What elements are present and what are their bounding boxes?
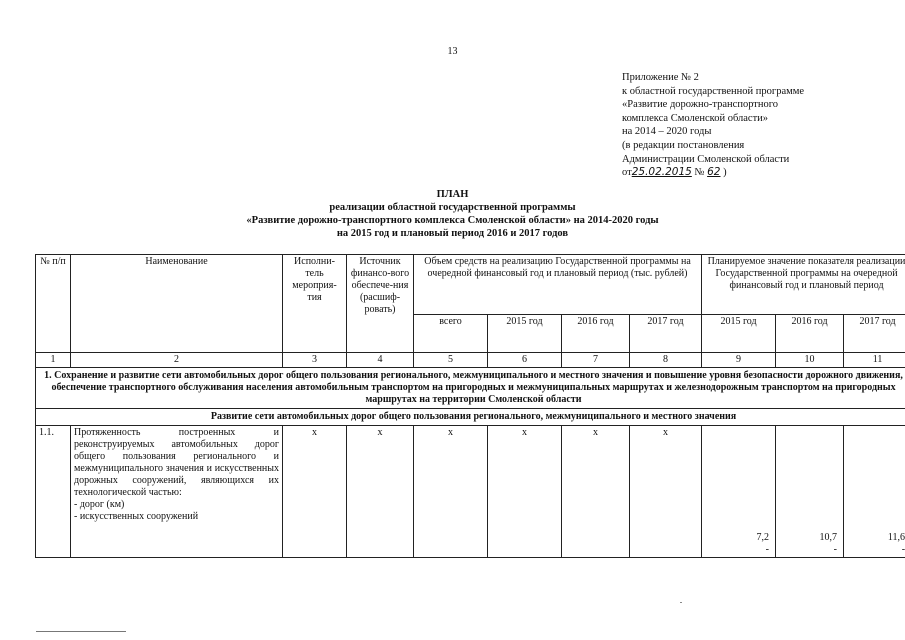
plan-title-line3: «Развитие дорожно-транспортного комплекса Смоленской области» на 2014-2020 годы	[246, 215, 659, 226]
header-name: Наименование	[71, 255, 283, 353]
appendix-line: на 2014 – 2020 годы	[622, 126, 712, 138]
row-planned-2015	[702, 426, 776, 558]
row-name	[71, 426, 283, 558]
planned-2017-structures: -	[901, 544, 905, 555]
planned-2017-roads: 11,6	[887, 532, 905, 543]
row-funding-2016: х	[562, 426, 630, 558]
row-source: х	[347, 426, 414, 558]
row-funding-2015: х	[488, 426, 562, 558]
column-number: 5	[414, 353, 488, 368]
column-number: 1	[36, 353, 71, 368]
planned-2016-structures: -	[833, 544, 838, 555]
plan-title-line4: на 2015 год и плановый период 2016 и 2017 годов	[336, 228, 569, 239]
row-planned-2016	[776, 426, 844, 558]
header-planned-2017: 2017 год	[844, 315, 905, 353]
header-total: всего	[414, 315, 488, 353]
row-planned-2017	[844, 426, 905, 558]
appendix-line: Приложение № 2	[622, 72, 699, 83]
plan-table	[35, 254, 905, 558]
column-number: 2	[71, 353, 283, 368]
column-number: 8	[630, 353, 702, 368]
subsection-row	[36, 409, 905, 426]
appendix-block	[622, 71, 804, 180]
column-number: 9	[702, 353, 776, 368]
appendix-line: комплекса Смоленской области»	[622, 112, 769, 124]
planned-2016-roads: 10,7	[819, 532, 838, 543]
header-planned-2015: 2015 год	[702, 315, 776, 353]
header-executor: Исполни-тель мероприя-тия	[283, 255, 347, 353]
planned-2015-structures: -	[765, 544, 770, 555]
column-number: 4	[347, 353, 414, 368]
handwritten-date: 25.02.2015	[631, 166, 692, 179]
table-row	[36, 426, 905, 558]
header-funding-2015: 2015 год	[488, 315, 562, 353]
row-funding-2017: х	[630, 426, 702, 558]
row-num: 1.1.	[36, 426, 71, 558]
scan-speck	[680, 602, 682, 603]
plan-title	[0, 188, 905, 240]
header-planned-2016: 2016 год	[776, 315, 844, 353]
section-row	[36, 368, 905, 409]
header-planned-values: Планируемое значение показателя реализации Государственной программы на очередной финансовый год и плановый период	[702, 255, 905, 315]
subsection-title: Развитие сети автомобильных дорог общего пользования регионального, межмуниципального и местного значения	[36, 409, 905, 426]
column-number-row	[36, 353, 905, 368]
column-number: 7	[562, 353, 630, 368]
number-prefix: №	[694, 167, 705, 179]
header-funding-2016: 2016 год	[562, 315, 630, 353]
appendix-line: к областной государственной программе	[622, 85, 805, 97]
planned-2015-roads: 7,2	[756, 532, 770, 543]
appendix-line: (в редакции постановления	[622, 139, 745, 151]
column-number: 3	[283, 353, 347, 368]
date-prefix: от	[622, 167, 632, 179]
plan-title-line2: реализации областной государственной программы	[329, 202, 576, 213]
header-num: № п/п	[36, 255, 71, 353]
appendix-line: «Развитие дорожно-транспортного	[622, 99, 779, 111]
row-sub-roads: - дорог (км)	[74, 499, 125, 510]
header-funding-2017: 2017 год	[630, 315, 702, 353]
row-executor: х	[283, 426, 347, 558]
close-paren: )	[723, 167, 727, 179]
header-source: Источник финансо-вого обеспече-ния (расшиф-ровать)	[347, 255, 414, 353]
header-funding: Объем средств на реализацию Государственной программы на очередной финансовый год и плановый период (тыс. рублей)	[414, 255, 702, 315]
column-number: 11	[844, 353, 905, 368]
page-number: 13	[447, 46, 458, 57]
column-number: 10	[776, 353, 844, 368]
footnote-divider	[36, 631, 126, 632]
plan-title-line1: ПЛАН	[436, 189, 469, 200]
row-sub-structures: - искусственных сооружений	[74, 511, 199, 522]
handwritten-number: 62	[707, 166, 721, 179]
row-name-text: Протяженность построенных и реконструируемых автомобильных дорог общего пользования регионального и межмуниципального значения и искусственных дорожных сооружений, являющихся их технологической частью:	[74, 427, 279, 498]
section-1-title: 1. Сохранение и развитие сети автомобильных дорог общего пользования регионального, межмуниципального и местного значения и повышение уровня безопасности дорожного движения, обеспечение транспортного обслуживания населения автомобильным транспортом на пригородных и межмуниципальных маршрутах и железнодорожным транспортом на пригородных маршрутах на территории Смоленской области	[36, 368, 905, 409]
resolution-date-line	[622, 166, 804, 180]
row-total: х	[414, 426, 488, 558]
column-number: 6	[488, 353, 562, 368]
appendix-line: Администрации Смоленской области	[622, 153, 790, 165]
